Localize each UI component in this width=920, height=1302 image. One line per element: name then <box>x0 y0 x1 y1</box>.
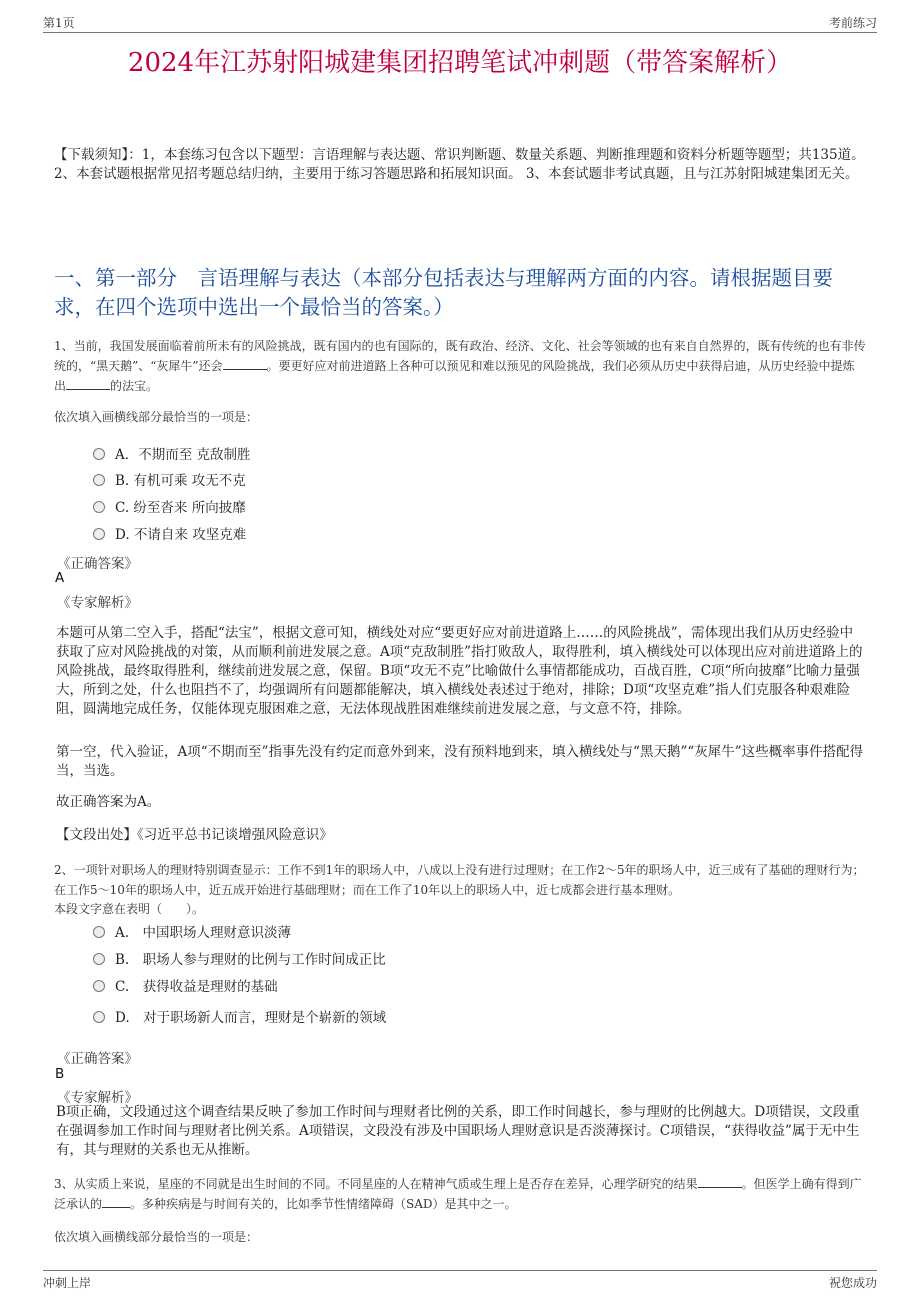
radio-icon[interactable] <box>93 926 105 938</box>
q2-option-c[interactable]: C. 获得收益是理财的基础 <box>93 975 278 995</box>
section-heading: 一、第一部分 言语理解与表达（本部分包括表达与理解两方面的内容。请根据题目要求，在四个选项中选出一个最恰当的答案。） <box>54 266 833 319</box>
document-title: 2024年江苏射阳城建集团招聘笔试冲刺题（带答案解析） <box>127 48 793 78</box>
question-3-instruction: 依次填入画横线部分最恰当的一项是： <box>54 1230 259 1244</box>
page-footer <box>43 1270 877 1293</box>
q1-option-d[interactable]: D. 不请自来 攻坚克难 <box>93 523 246 543</box>
q1-option-b[interactable]: B. 有机可乘 攻无不克 <box>93 469 246 489</box>
q1-analysis-3: 故正确答案为A。 <box>56 794 161 810</box>
q1-answer: A <box>55 570 65 586</box>
q1-option-a[interactable]: A．不期而至 克敌制胜 <box>93 443 251 463</box>
download-notice: 【下载须知】：1，本套练习包含以下题型：言语理解与表达题、常识判断题、数量关系题、判断推理题和资料分析题等题型；共135道。 2、本套试题根据常见招考题总结归纳，主要用于练习答题思路和拓展知识面。 3、本套试题非考试真题，且与江苏射阳城建集团无关。 <box>54 147 865 182</box>
q1-analysis-1: 本题可从第二空入手，搭配“法宝”，根据文意可知，横线处对应“要更好应对前进道路上……的风险挑战”，需体现出我们从历史经验中获取了应对风险挑战的对策，从而顺利前进发展之意。A项“克敌制胜”指打败敌人，取得胜利，填入横线处可以体现出应对前进道路上的风险挑战，最终取得胜利，继续前进发展之意，保留。B项“攻无不克”比喻做什么事情都能成功，百战百胜，C项“所向披靡”比喻力量强大，所到之处，什么也阻挡不了，均强调所有问题都能解决，填入横线处表述过于绝对，排除；D项“攻坚克难”指人们克服各种艰难险阻，圆满地完成任务，仅能体现克服困难之意，无法体现战胜困难继续前进发展之意，与文意不符，排除。 <box>56 625 863 717</box>
page-header <box>43 12 877 33</box>
radio-icon[interactable] <box>93 528 105 540</box>
q2-option-a[interactable]: A. 中国职场人理财意识淡薄 <box>93 921 291 941</box>
radio-icon[interactable] <box>93 980 105 992</box>
radio-icon[interactable] <box>93 501 105 513</box>
footer-left: 冲刺上岸 <box>43 1276 92 1290</box>
q1-analysis-2: 第一空，代入验证，A项“不期而至”指事先没有约定而意外到来，没有预料地到来，填入横线处与“黑天鹅”“灰犀牛”这些概率事件搭配得当，当选。 <box>56 744 864 779</box>
q1-option-c[interactable]: C. 纷至沓来 所向披靡 <box>93 496 246 516</box>
question-1-text: 1、当前，我国发展面临着前所未有的风险挑战，既有国内的也有国际的，既有政治、经济、文化、社会等领域的也有来自自然界的，既有传统的也有非传统的，“黑天鹅”、“灰犀牛”还会 。要更好应对前进道路上各种可以预见和难以预见的风险挑战，我们必须从历史中获得启迪，从历史经验中提炼出 的法宝。 <box>54 339 866 393</box>
question-2-text: 2、一项针对职场人的理财特别调查显示：工作不到1年的职场人中，八成以上没有进行过理财；在工作2～5年的职场人中，近三成有了基础的理财行为；在工作5～10年的职场人中，近五成开始进行基础理财；而在工作了10年以上的职场人中，近七成都会进行基本理财。 <box>54 863 865 897</box>
radio-icon[interactable] <box>93 1011 105 1023</box>
q2-analysis: B项正确，文段通过这个调查结果反映了参加工作时间与理财者比例的关系，即工作时间越长，参与理财的比例越大。D项错误，文段重在强调参加工作时间与理财者比例关系。A项错误，文段没有涉及中国职场人理财意识是否淡薄探讨。C项错误，“获得收益”属于无中生有，其与理财的关系也无从推断。 <box>56 1104 860 1158</box>
q1-analysis-label: 《专家解析》 <box>57 595 138 611</box>
page-number: 第1页 <box>43 16 75 30</box>
fill-blank-2 <box>66 389 110 390</box>
q2-option-d[interactable]: D. 对于职场新人而言，理财是个崭新的领域 <box>93 1006 386 1026</box>
q2-analysis-label: 《专家解析》 <box>57 1090 138 1106</box>
radio-icon[interactable] <box>93 474 105 486</box>
radio-icon[interactable] <box>93 448 105 460</box>
fill-blank-1 <box>223 369 267 370</box>
q1-answer-label: 《正确答案》 <box>57 556 138 572</box>
header-category: 考前练习 <box>828 16 877 30</box>
question-1-instruction: 依次填入画横线部分最恰当的一项是： <box>54 410 259 424</box>
fill-blank-2 <box>102 1207 130 1208</box>
q2-answer-label: 《正确答案》 <box>57 1051 138 1067</box>
q2-answer: B <box>55 1066 65 1082</box>
radio-icon[interactable] <box>93 953 105 965</box>
footer-right: 祝您成功 <box>828 1276 877 1290</box>
q1-source: 【文段出处】《习近平总书记谈增强风险意识》 <box>56 827 333 843</box>
q2-option-b[interactable]: B. 职场人参与理财的比例与工作时间成正比 <box>93 948 386 968</box>
question-2-prompt: 本段文字意在表明（ ）。 <box>54 902 205 916</box>
fill-blank-1 <box>698 1187 742 1188</box>
question-3-text: 3、从实质上来说，星座的不同就是出生时间的不同。不同星座的人在精神气质或生理上是否存在差异，心理学研究的结果 。但医学上确有得到广泛承认的 。多种疾病是与时间有关的，比如季节性情绪障碍（SAD）是其中之一。 <box>54 1177 862 1211</box>
